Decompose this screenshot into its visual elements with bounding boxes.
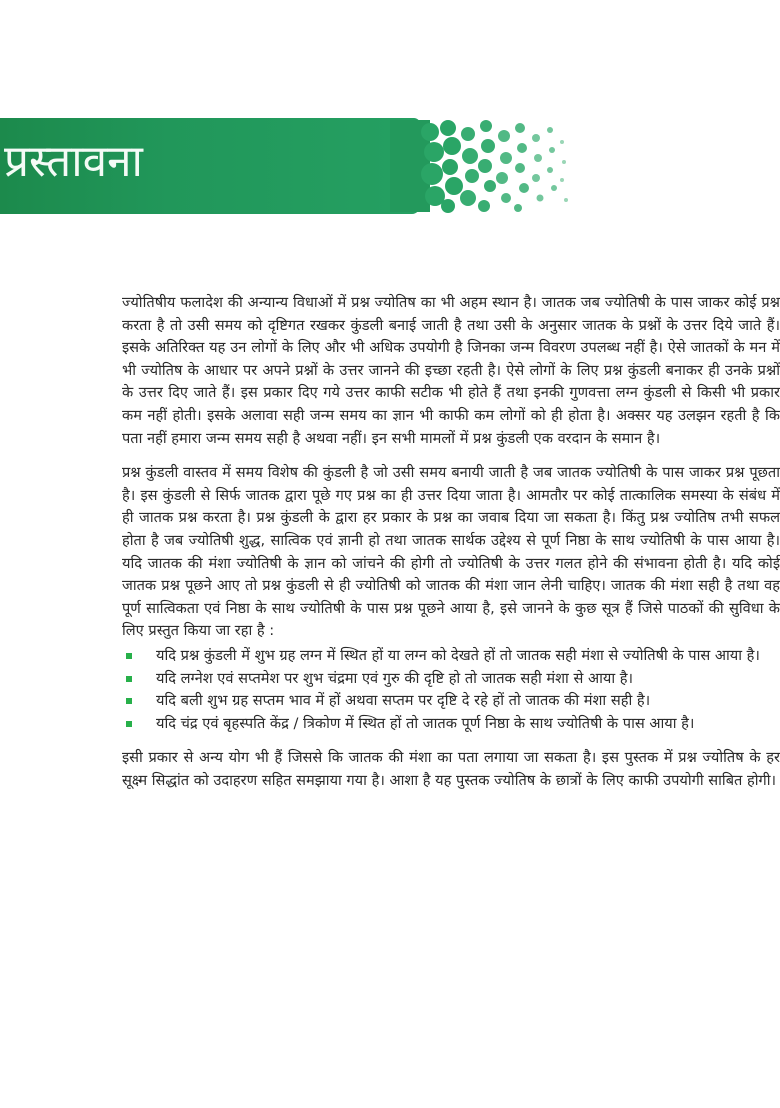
- bullet-item: [122, 690, 780, 713]
- chapter-banner: [0, 112, 580, 222]
- document-body: [122, 292, 780, 804]
- bullet-text: यदि बली शुभ ग्रह सप्तम भाव में हों अथवा सप्तम पर दृष्टि दे रहे हों तो जातक की मंशा सही है।: [156, 692, 651, 710]
- bullet-item: [122, 713, 780, 736]
- bullet-text: यदि प्रश्न कुंडली में शुभ ग्रह लग्न में स्थित हों या लग्न को देखते हों तो जातक सही मंशा से ज्योतिषी के पास आया है।: [156, 646, 760, 664]
- bullet-text: यदि लग्नेश एवं सप्तमेश पर शुभ चंद्रमा एवं गुरु की दृष्टि हो तो जातक सही मंशा से आया है।: [156, 669, 634, 687]
- green-square-bullet-icon: [126, 676, 132, 682]
- chapter-title: प्रस्तावना: [4, 136, 143, 187]
- green-square-bullet-icon: [126, 721, 132, 727]
- bullet-text: यदि चंद्र एवं बृहस्पति केंद्र / त्रिकोण में स्थित हों तो जातक पूर्ण निष्ठा के साथ ज्योतिषी के पास आया है।: [156, 714, 695, 732]
- paragraph-prashna-kundli: प्रश्न कुंडली वास्तव में समय विशेष की कुंडली है जो उसी समय बनायी जाती है जब जातक ज्योतिषी के पास जाकर प्रश्न पूछता है। इस कुंडली से सिर्फ जातक द्वारा पूछे गए प्रश्न का ही उत्तर दिया जाता है। आमतौर पर कोई तात्कालिक समस्या के संबंध में ही जातक प्रश्न करता है। प्रश्न कुंडली के द्वारा हर प्रकार के प्रश्न का जवाब दिया जा सकता है। किंतु प्रश्न ज्योतिष तभी सफल होता है जब ज्योतिषी शुद्ध, सात्विक एवं ज्ञानी हो तथा जातक सार्थक उद्देश्य से पूर्ण निष्ठा के साथ ज्योतिषी के पास आया है। यदि जातक की मंशा ज्योतिषी के ज्ञान को जांचने की होगी तो ज्योतिषी के उत्तर गलत होने की संभावना होती है। यदि कोई जातक प्रश्न पूछने आए तो प्रश्न कुंडली से ही ज्योतिषी को जातक की मंशा जान लेनी चाहिए। जातक की मंशा सही है तथा वह पूर्ण सात्विकता एवं निष्ठा के साथ ज्योतिषी के पास प्रश्न पूछने आया है, इसे जानने के कुछ सूत्र हैं जिसे पाठकों की सुविधा के लिए प्रस्तुत किया जा रहा है :: [122, 464, 780, 640]
- banner-splatter-texture: [390, 112, 580, 222]
- green-square-bullet-icon: [126, 698, 132, 704]
- bullet-item: [122, 645, 780, 668]
- paragraph-conclusion: इसी प्रकार से अन्य योग भी हैं जिससे कि जातक की मंशा का पता लगाया जा सकता है। इस पुस्तक में प्रश्न ज्योतिष के हर सूक्ष्म सिद्धांत को उदाहरण सहित समझाया गया है। आशा है यह पुस्तक ज्योतिष के छात्रों के लिए काफी उपयोगी साबित होगी।: [122, 749, 780, 789]
- bullet-item: [122, 668, 780, 691]
- sutra-bullet-list: [122, 645, 780, 735]
- green-square-bullet-icon: [126, 653, 132, 659]
- paragraph-intro: ज्योतिषीय फलादेश की अन्यान्य विधाओं में प्रश्न ज्योतिष का भी अहम स्थान है। जातक जब ज्योतिषी के पास जाकर कोई प्रश्न करता है तो उसी समय को दृष्टिगत रखकर कुंडली बनाई जाती है तथा उसी के अनुसार जातक के प्रश्नों के उत्तर दिये जाते हैं। इसके अतिरिक्त यह उन लोगों के लिए और भी अधिक उपयोगी है जिनका जन्म विवरण उपलब्ध नहीं है। ऐसे जातकों के मन में भी ज्योतिष के आधार पर अपने प्रश्नों के उत्तर जानने की इच्छा रहती है। ऐसे लोगों के लिए प्रश्न कुंडली बनाकर ही उनके प्रश्नों के उत्तर दिए जाते हैं। इस प्रकार दिए गये उत्तर काफी सटीक भी होते हैं तथा इनकी गुणवत्ता लग्न कुंडली से किसी भी प्रकार कम नहीं होती। इसके अलावा सही जन्म समय का ज्ञान भी काफी कम लोगों को ही होता है। अक्सर यह उलझन रहती है कि पता नहीं हमारा जन्म समय सही है अथवा नहीं। इन सभी मामलों में प्रश्न कुंडली एक वरदान के समान है।: [122, 294, 780, 447]
